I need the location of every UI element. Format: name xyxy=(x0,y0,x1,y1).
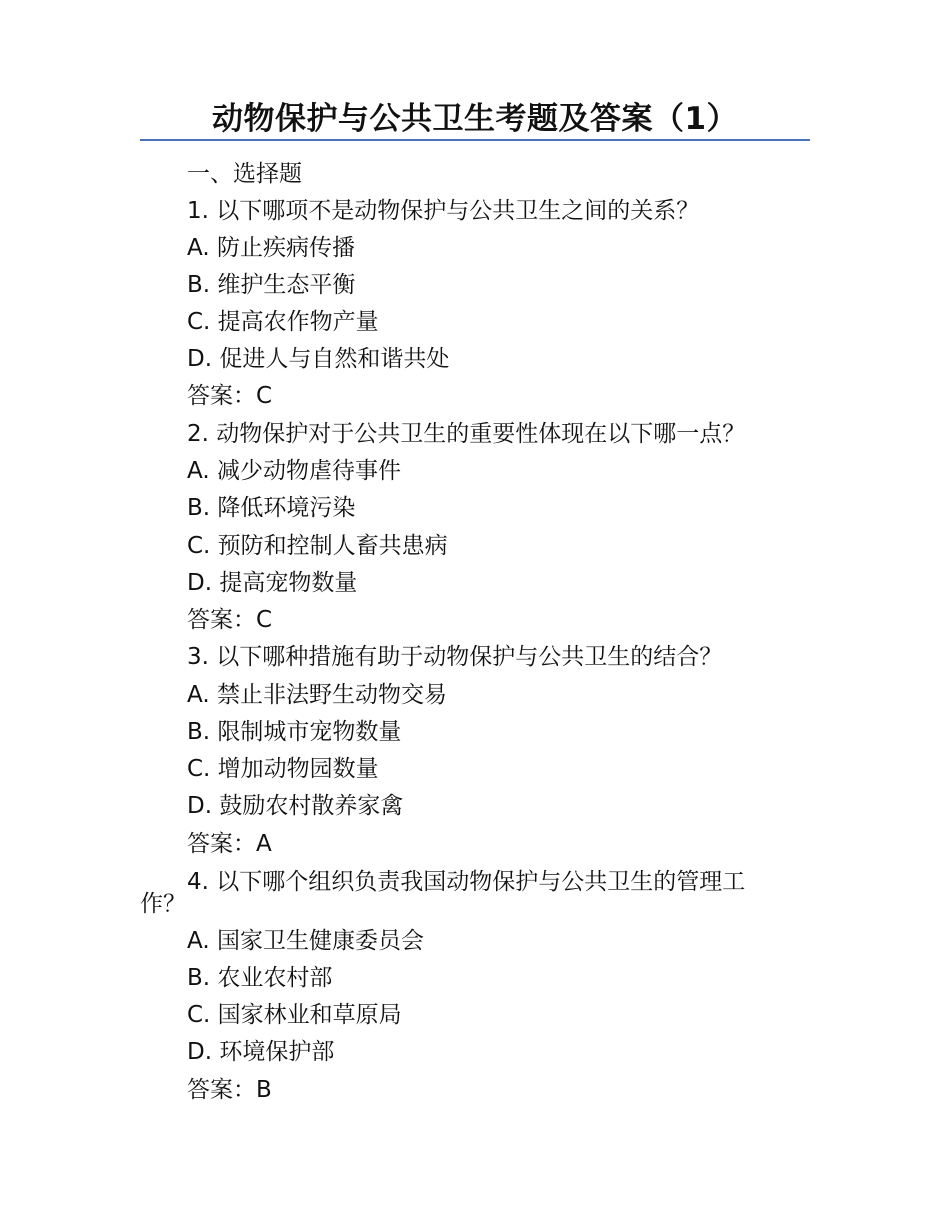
option-c: C. 增加动物园数量 xyxy=(187,756,379,782)
question-text: 3. 以下哪种措施有助于动物保护与公共卫生的结合？ xyxy=(187,644,723,670)
section-heading: 一、选择题 xyxy=(187,161,302,187)
answer-line: 答案：C xyxy=(187,607,273,633)
question-text: 4. 以下哪个组织负责我国动物保护与公共卫生的管理工 xyxy=(187,869,746,895)
option-c: C. 提高农作物产量 xyxy=(187,309,379,335)
page-title: 动物保护与公共卫生考题及答案（1） xyxy=(211,101,739,137)
answer-line: 答案：C xyxy=(187,383,273,409)
option-b: B. 降低环境污染 xyxy=(187,495,356,521)
option-d: D. 促进人与自然和谐共处 xyxy=(187,346,450,372)
option-a: A. 禁止非法野生动物交易 xyxy=(187,682,447,708)
option-c: C. 国家林业和草原局 xyxy=(187,1002,402,1028)
question-text-continued: 作？ xyxy=(140,891,186,917)
title-underline xyxy=(140,139,810,141)
option-d: D. 环境保护部 xyxy=(187,1039,335,1065)
option-b: B. 维护生态平衡 xyxy=(187,272,356,298)
question-text: 2. 动物保护对于公共卫生的重要性体现在以下哪一点？ xyxy=(187,421,746,447)
option-a: A. 防止疾病传播 xyxy=(187,235,355,261)
option-b: B. 限制城市宠物数量 xyxy=(187,719,402,745)
option-d: D. 提高宠物数量 xyxy=(187,570,358,596)
question-text: 1. 以下哪项不是动物保护与公共卫生之间的关系？ xyxy=(187,198,700,224)
option-d: D. 鼓励农村散养家禽 xyxy=(187,793,404,819)
option-c: C. 预防和控制人畜共患病 xyxy=(187,533,448,559)
answer-line: 答案：B xyxy=(187,1077,272,1103)
option-a: A. 国家卫生健康委员会 xyxy=(187,928,424,954)
option-a: A. 减少动物虐待事件 xyxy=(187,458,401,484)
answer-line: 答案：A xyxy=(187,831,272,857)
option-b: B. 农业农村部 xyxy=(187,965,333,991)
